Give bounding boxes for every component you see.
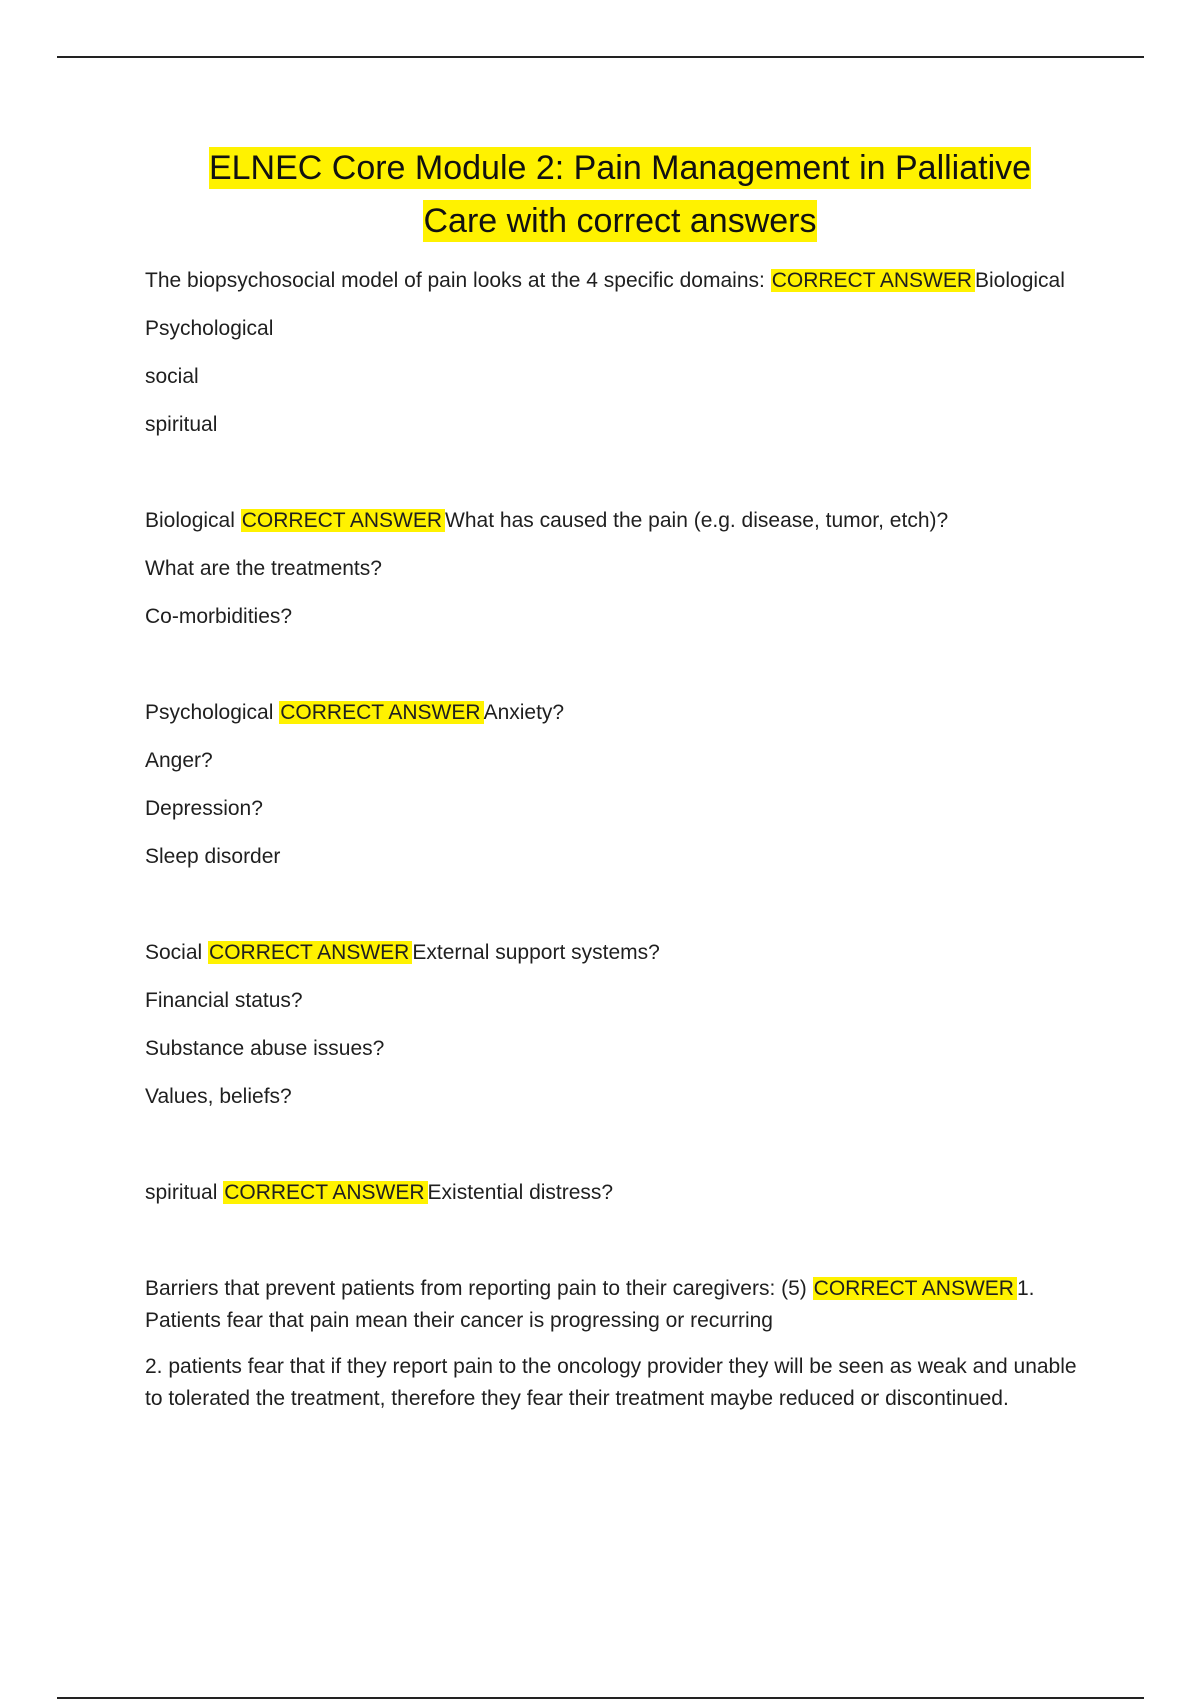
- answer-line: Depression?: [145, 797, 263, 820]
- question-text: Psychological: [145, 701, 274, 724]
- spacer: [145, 457, 1095, 505]
- bottom-rule: [57, 1697, 1144, 1699]
- qa-block-spiritual: [145, 1177, 1095, 1225]
- correct-answer-tag: CORRECT ANSWER: [223, 1181, 427, 1204]
- spacer: [145, 649, 1095, 697]
- question-line: [145, 1177, 1095, 1225]
- answer-text: 1. Patients fear that pain mean their cancer is progressing or recurring: [145, 1277, 1035, 1332]
- answer-text: External support systems?: [412, 941, 660, 964]
- spacer: [145, 1225, 1095, 1273]
- question-text: Biological: [145, 509, 235, 532]
- answer-line: Sleep disorder: [145, 845, 281, 868]
- title-line-2: Care with correct answers: [423, 202, 817, 240]
- qa-block-barriers: [145, 1273, 1095, 1415]
- document-body: [145, 265, 1095, 1429]
- answer-paragraph: 2. patients fear that if they report pain to the oncology provider they will be seen as weak and unable to tolerated the treatment, therefore they fear their treatment maybe reduced or discontinued.: [145, 1355, 1077, 1410]
- correct-answer-tag: CORRECT ANSWER: [241, 509, 445, 532]
- answer-text: Anxiety?: [483, 701, 565, 724]
- answer-line: social: [145, 365, 199, 388]
- title-line-1: ELNEC Core Module 2: Pain Management in Palliative: [208, 149, 1032, 187]
- question-line: [145, 505, 1095, 553]
- answer-line: Substance abuse issues?: [145, 1037, 385, 1060]
- answer-line: Financial status?: [145, 989, 303, 1012]
- answer-line: Values, beliefs?: [145, 1085, 292, 1108]
- correct-answer-tag: CORRECT ANSWER: [279, 701, 483, 724]
- question-text: Barriers that prevent patients from reporting pain to their caregivers: (5): [145, 1277, 807, 1300]
- spacer: [145, 889, 1095, 937]
- question-line: [145, 697, 1095, 745]
- answer-text: Existential distress?: [427, 1181, 614, 1204]
- answer-text: Biological: [975, 269, 1065, 292]
- spacer: [145, 1129, 1095, 1177]
- answer-line: What are the treatments?: [145, 557, 382, 580]
- answer-line: Anger?: [145, 749, 213, 772]
- qa-block-biological: [145, 505, 1095, 649]
- correct-answer-tag: CORRECT ANSWER: [208, 941, 412, 964]
- answer-line: spiritual: [145, 413, 218, 436]
- question-line: [145, 265, 1095, 313]
- answer-text: What has caused the pain (e.g. disease, tumor, etch)?: [445, 509, 949, 532]
- document-title: [130, 142, 1110, 248]
- qa-block-biopsychosocial: [145, 265, 1095, 457]
- correct-answer-tag: CORRECT ANSWER: [813, 1277, 1017, 1300]
- question-text: The biopsychosocial model of pain looks at the 4 specific domains:: [145, 269, 765, 292]
- answer-line: Co-morbidities?: [145, 605, 293, 628]
- question-line: [145, 937, 1095, 985]
- question-line: [145, 1273, 1095, 1337]
- qa-block-psychological: [145, 697, 1095, 889]
- top-rule: [57, 56, 1144, 58]
- question-text: spiritual: [145, 1181, 218, 1204]
- correct-answer-tag: CORRECT ANSWER: [771, 269, 975, 292]
- answer-line: Psychological: [145, 317, 274, 340]
- question-text: Social: [145, 941, 203, 964]
- qa-block-social: [145, 937, 1095, 1129]
